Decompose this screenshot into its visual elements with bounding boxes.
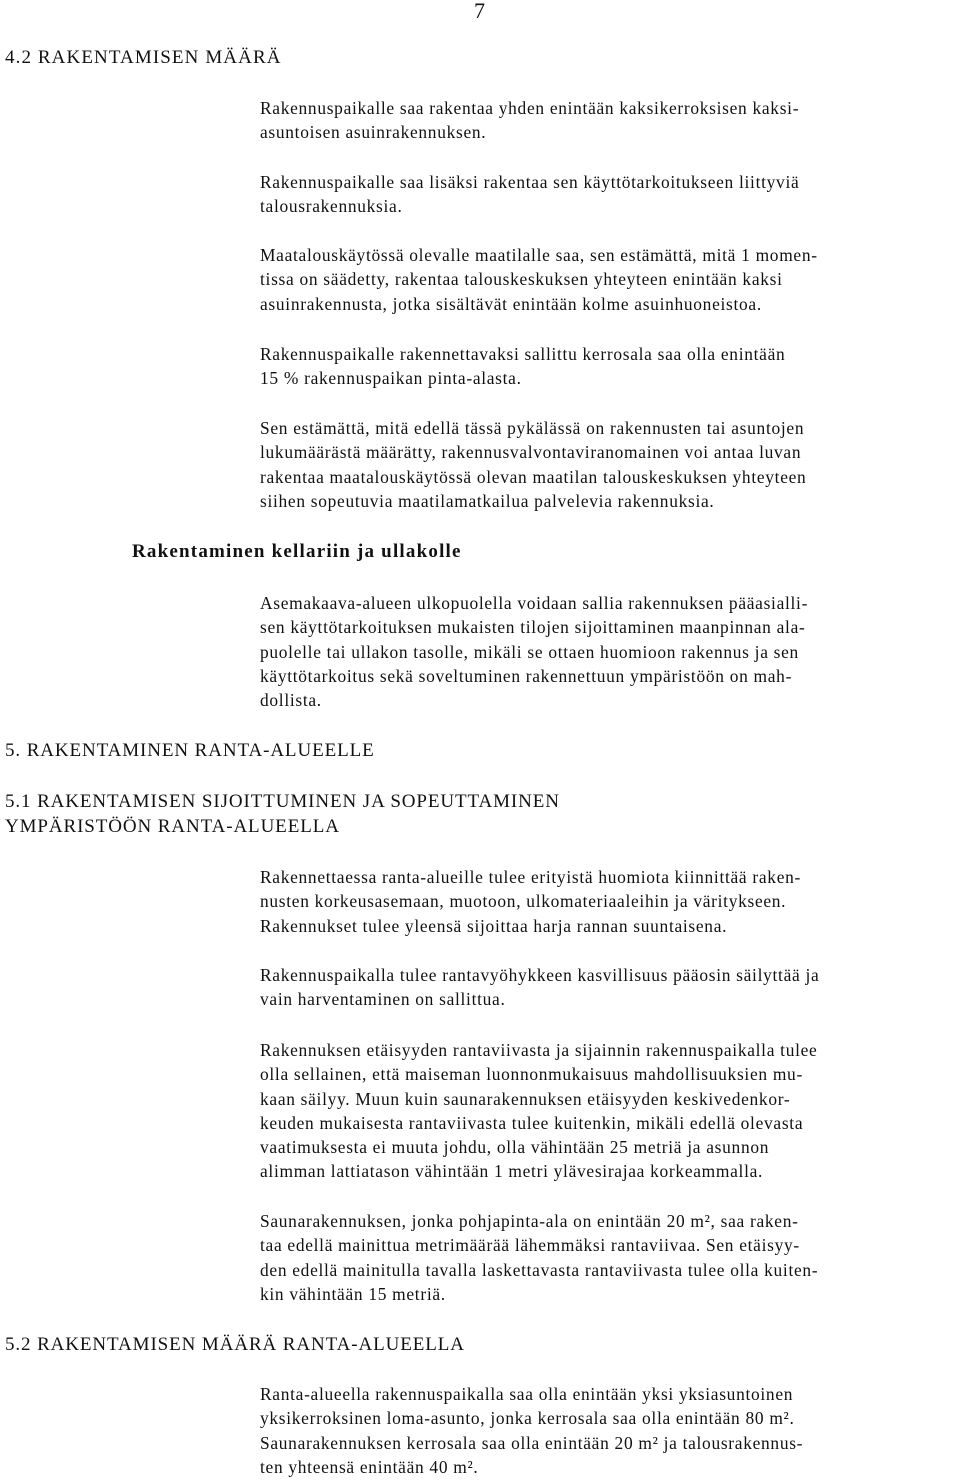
text-line: sen käyttötarkoituksen mukaisten tilojen sijoittaminen maanpinnan ala- — [260, 617, 806, 638]
text-line: Rakennukset tulee yleensä sijoittaa harja rannan suuntaisena. — [260, 915, 728, 936]
text-line: Saunarakennuksen, jonka pohjapinta-ala on enintään 20 m², saa raken- — [260, 1211, 799, 1231]
section-heading-4-2: 4.2 RAKENTAMISEN MÄÄRÄ — [5, 47, 282, 68]
text-line: siihen sopeutuvia maatilamatkailua palvelevia rakennuksia. — [260, 490, 715, 511]
text-line: taa edellä mainittua metrimäärää lähemmäksi rantaviivaa. Sen etäisyy- — [260, 1235, 800, 1256]
text-line: Rakennettaessa ranta-alueille tulee erityistä huomiota kiinnittää raken- — [260, 867, 802, 887]
paragraph — [260, 342, 960, 391]
text-line: dollista. — [260, 690, 322, 711]
text-line: keuden mukaisesta rantaviivasta tulee kuitenkin, mikäli edellä olevasta — [260, 1112, 804, 1133]
text-line: alimman lattiatason vähintään 1 metri ylävesirajaa korkeammalla. — [260, 1161, 764, 1182]
text-line: den edellä mainitulla tavalla laskettavasta rantaviivasta tulee olla kuiten- — [260, 1259, 819, 1280]
text-line: Maatalouskäytössä olevalle maatilalle saa, sen estämättä, mitä 1 momen- — [260, 245, 818, 265]
paragraph — [260, 1209, 960, 1306]
text-line: kaan säilyy. Muun kuin saunarakennuksen etäisyyden keskivedenkor- — [260, 1088, 791, 1109]
paragraph — [260, 963, 960, 1012]
section-heading-5-2: 5.2 RAKENTAMISEN MÄÄRÄ RANTA-ALUEELLA — [5, 1334, 465, 1355]
text-line: asuntoisen asuinrakennuksen. — [260, 122, 487, 143]
text-line: kin vähintään 15 metriä. — [260, 1283, 446, 1304]
text-line: Sen estämättä, mitä edellä tässä pykälässä on rakennusten tai asuntojen — [260, 418, 805, 438]
text-line: lukumäärästä määrätty, rakennusvalvontaviranomainen voi antaa luvan — [260, 442, 802, 463]
text-line: Rakennuspaikalle saa rakentaa yhden enintään kaksikerroksisen kaksi- — [260, 98, 800, 118]
text-line: ten yhteensä enintään 40 m². — [260, 1456, 479, 1477]
text-line: käyttötarkoitus sekä soveltuminen rakennettuun ympäristöön on mah- — [260, 665, 793, 686]
text-line: asuinrakennusta, jotka sisältävät enintään kolme asuinhuoneistoa. — [260, 293, 762, 314]
text-line: vain harventaminen on sallittua. — [260, 989, 506, 1010]
text-line: Rakennuspaikalle rakennettavaksi sallittu kerrosala saa olla enintään — [260, 344, 786, 364]
text-line: Saunarakennuksen kerrosala saa olla enintään 20 m² ja talousrakennus- — [260, 1432, 804, 1453]
section-heading-5-1-line-1: 5.1 RAKENTAMISEN SIJOITTUMINEN JA SOPEUTTAMINEN — [5, 791, 560, 812]
paragraph — [260, 96, 960, 145]
text-line: Ranta-alueella rakennuspaikalla saa olla enintään yksi yksiasuntoinen — [260, 1384, 794, 1404]
section-heading-5: 5. RAKENTAMINEN RANTA-ALUEELLE — [5, 740, 375, 761]
subsection-heading-kellari: Rakentaminen kellariin ja ullakolle — [132, 541, 462, 562]
text-line: olla sellainen, että maiseman luonnonmukaisuus mahdollisuuksien mu- — [260, 1064, 803, 1085]
text-line: vaatimuksesta ei muuta johdu, olla vähintään 25 metriä ja asunnon — [260, 1137, 770, 1158]
text-line: Rakennuspaikalle saa lisäksi rakentaa sen käyttötarkoitukseen liittyviä — [260, 172, 800, 192]
text-line: yksikerroksinen loma-asunto, jonka kerrosala saa olla enintään 80 m². — [260, 1408, 795, 1429]
paragraph — [260, 865, 960, 938]
text-line: rakentaa maatalouskäytössä olevan maatilan talouskeskuksen yhteyteen — [260, 466, 807, 487]
text-line: Rakennuspaikalla tulee rantavyöhykkeen kasvillisuus pääosin säilyttää ja — [260, 965, 820, 985]
paragraph — [260, 170, 960, 219]
text-line: Rakennuksen etäisyyden rantaviivasta ja sijainnin rakennuspaikalla tulee — [260, 1040, 818, 1060]
paragraph — [260, 591, 960, 712]
paragraph — [260, 243, 960, 316]
text-line: nusten korkeusasemaan, muotoon, ulkomateriaaleihin ja väritykseen. — [260, 891, 787, 912]
text-line: talousrakennuksia. — [260, 196, 403, 217]
paragraph — [260, 1382, 960, 1479]
section-heading-5-1-line-2: YMPÄRISTÖÖN RANTA-ALUEELLA — [5, 816, 340, 837]
text-line: Asemakaava-alueen ulkopuolella voidaan sallia rakennuksen pääasialli- — [260, 593, 809, 613]
text-line: puolelle tai ullakon tasolle, mikäli se ottaen huomioon rakennus ja sen — [260, 641, 799, 662]
text-line: tissa on säädetty, rakentaa talouskeskuksen yhteyteen enintään kaksi — [260, 269, 783, 290]
paragraph — [260, 416, 960, 513]
page-number: 7 — [474, 0, 485, 23]
paragraph — [260, 1038, 960, 1184]
text-line: 15 % rakennuspaikan pinta-alasta. — [260, 368, 522, 389]
